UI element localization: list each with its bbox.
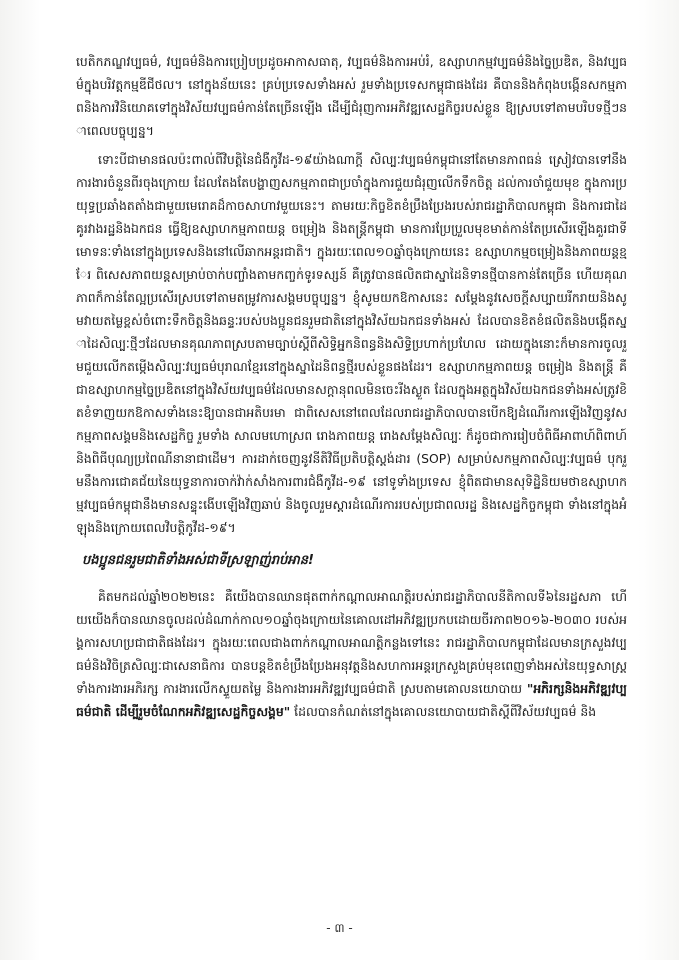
paragraph-mandate-start: គិតមកដល់ឆ្នាំ២០២២នេះ គឺយើងបានឈានផុតពាក់កណ្តាលអាណត្តិរបស់រាជរដ្ឋាភិបាលនីតិកាលទី៦នៃរដ្ឋសភា ហើយយើងក៏បានឈានចូលដល់ដំណាក់កាល១០ឆ្នាំចុងក្រោយនៃគោលដៅអភិវឌ្ឍប្រកបដោយចីរភាព២០១៦-២០៣០ របស់អង្គការសហប្រជាជាតិផងដែរ។ ក្នុងរយៈពេលជាងពាក់កណ្តាលអាណត្តិកន្លងទៅនេះ រាជរដ្ឋាភិបាលកម្ពុជាដែលមានក្រសួងវប្បធម៌និងវិចិត្រសិល្បៈជាសេនាធិការ បានបន្តខិតខំប្រឹងប្រែងអនុវត្តនិងសហការអន្តរក្រសួងគ្រប់មុខពេញទាំងអស់នៃយុទ្ធសាស្ត្រ ទាំងការងារអភិរក្ស ការងារលើកស្ទួយតម្លៃ និងការងារអភិវឌ្ឍវប្បធម៌ជាតិ ស្របតាមគោលនយោបាយ	[76, 589, 627, 696]
paragraph-covid-culture: ទោះបីជាមានផលប៉ះពាល់ពីវិបត្តិនៃជំងឺកូវីដ-១៩យ៉ាងណាក្តី សិល្បៈវប្បធម៌កម្ពុជានៅតែមានភាពធន់ ស្រៀវបានទៅនឹងការងារចំនួនពីរចុងក្រោយ ដែលតែងតែបង្ហាញសកម្មភាពជាប្រចាំក្នុងការជួយជំរុញលើកទឹកចិត្ត ដល់ការចាំជួយមុខ ក្នុងការប្រយុទ្ធប្រឆាំងតតាំងជាមួយមេរោគដ៏កាចសាហាវមួយនេះ។ តាមរយៈកិច្ចខិតខំប្រឹងប្រែងរបស់រាជរដ្ឋាភិបាលកម្ពុជា និងការជាដៃគូរវាងរដ្ឋនិងឯកជន ធ្វើឱ្យឧស្សាហកម្មភាពយន្ត ចម្រៀង និងតន្ត្រីកម្ពុជា មានការប្រែប្រួលមុខមាត់កាន់តែប្រសើរឡើងគួរជាទីមោទនៈទាំងនៅក្នុងប្រទេសនិងនៅលើឆាកអន្តរជាតិ។ ក្នុងរយៈពេល១០ឆ្នាំចុងក្រោយនេះ ឧស្សាហកម្មចម្រៀងនិងភាពយន្តខ្មែរ ពិសេសភាពយន្តសម្រាប់ចាក់បញ្ចាំងតាមកញ្ចក់ទូរទស្សន៍ គឺត្រូវបានផលិតជាស្នាដៃនិទានថ្មីបានកាន់តែច្រើន ហើយគុណភាពក៏កាន់តែល្អប្រសើរស្របទៅតាមតម្រូវការសង្គមបច្ចុប្បន្ន។ ខ្ញុំសូមយកឱកាសនេះ សម្តែងនូវសេចក្តីសប្បាយរីករាយនិងសូមវាយតម្លៃខ្ពស់ចំពោះទឹកចិត្តនិងឆន្ទៈរបស់បងប្អូនជនរួមជាតិនៅក្នុងវិស័យឯកជនទាំងអស់ ដែលបានខិតខំផលិតនិងបង្កើតស្នាដៃសិល្បៈថ្មីៗដែលមានគុណភាពស្របតាមច្បាប់ស្តីពីសិទ្ធិអ្នកនិពន្ធនិងសិទ្ធិប្រហាក់ប្រហែល ដោយក្នុងនោះក៏មានការចូលរួមជួយលើកតម្កើងសិល្បៈវប្បធម៌បុរាណខ្មែរនៅក្នុងស្នាដៃនិពន្ធថ្មីរបស់ខ្លួនផងដែរ។ ឧស្សាហកម្មភាពយន្ត ចម្រៀង និងតន្ត្រី គឺជាឧស្សាហកម្មច្នៃប្រឌិតនៅក្នុងវិស័យវប្បធម៌ដែលមានសក្តានុពលមិនចេះរីងស្ងួត ដែលក្នុងអត្ថក្នុងវិស័យឯកជនទាំងអស់ត្រូវខិតខំទាញយកឱកាសទាំងនេះឱ្យបានជាអតិបរមា ជាពិសេសនៅពេលដែលរាជរដ្ឋាភិបាលបានបើកឱ្យដំណើរការឡើងវិញនូវសកម្មភាពសង្គមនិងសេដ្ឋកិច្ច រួមទាំង សាលមហោស្រព រោងភាពយន្ត រោងសម្តែងសិល្បៈ ក៏ដូចជាការរៀបចំពិធីអាពាហ៍ពិពាហ៍និងពិធីបុណ្យប្រពៃណីនានាជាដើម។ ការដាក់ចេញនូវនីតិវិធីប្រតិបត្តិស្តង់ដារ (SOP) សម្រាប់សកម្មភាពសិល្បៈវប្បធម៌ បុករួមនឹងការជោគជ័យនៃយុទ្ធនាការចាក់វ៉ាក់សាំងការពារជំងឺកូវីដ-១៩ នៅទូទាំងប្រទេស ខ្ញុំពិតជាមានសុទិដ្ឋិនិយមថាឧស្សាហកម្មវប្បធម៌កម្ពុជានឹងមានសន្ទុះងើបឡើងវិញឆាប់ និងចូលរួមស្តារដំណើរការរបស់ប្រជាពលរដ្ឋ និងសេដ្ឋកិច្ចកម្ពុជា ទាំងនៅក្នុងអំឡុងនិងក្រោយពេលវិបត្តិកូវីដ-១៩។	[76, 152, 627, 535]
page-number: - ៣ -	[326, 921, 353, 935]
policy-slogan: "អភិរក្សនិងអភិវឌ្ឍវប្បធម៌ជាតិ ដើម្បីរួមចំណែកអភិវឌ្ឍសេដ្ឋកិច្ចសង្គម"	[76, 681, 627, 719]
section-heading: បងប្អូនជនរួមជាតិទាំងអស់ជាទីស្រឡាញ់រាប់អាន!	[82, 553, 314, 568]
paragraph-mandate	[76, 585, 627, 723]
paragraph-intro: បេតិកភណ្ឌវប្បធម៌, វប្បធម៌និងការប្រៀបប្រដូចអាកាសធាតុ, វប្បធម៌និងការអប់រំ, ឧស្សាហកម្មវប្បធម៌និងច្នៃប្រឌិត, និងវប្បធម៌ក្នុងបរិវត្តកម្មឌីជីថល។ នៅក្នុងន័យនេះ គ្រប់ប្រទេសទាំងអស់ រួមទាំងប្រទេសកម្ពុជាផងដែរ គឺបាននិងកំពុងបង្កើនសកម្មភាពនិងការវិនិយោគទៅក្នុងវិស័យវប្បធម៌កាន់តែច្រើនឡើង ដើម្បីជំរុញការអភិវឌ្ឍសេដ្ឋកិច្ចរបស់ខ្លួន ឱ្យស្របទៅតាមបរិបទថ្មីៗនាពេលបច្ចុប្បន្ន។	[76, 54, 627, 138]
paragraph-mandate-end: ដែលបានកំណត់នៅក្នុងគោលនយោបាយជាតិស្តីពីវិស័យវប្បធម៌ និង	[294, 704, 597, 719]
